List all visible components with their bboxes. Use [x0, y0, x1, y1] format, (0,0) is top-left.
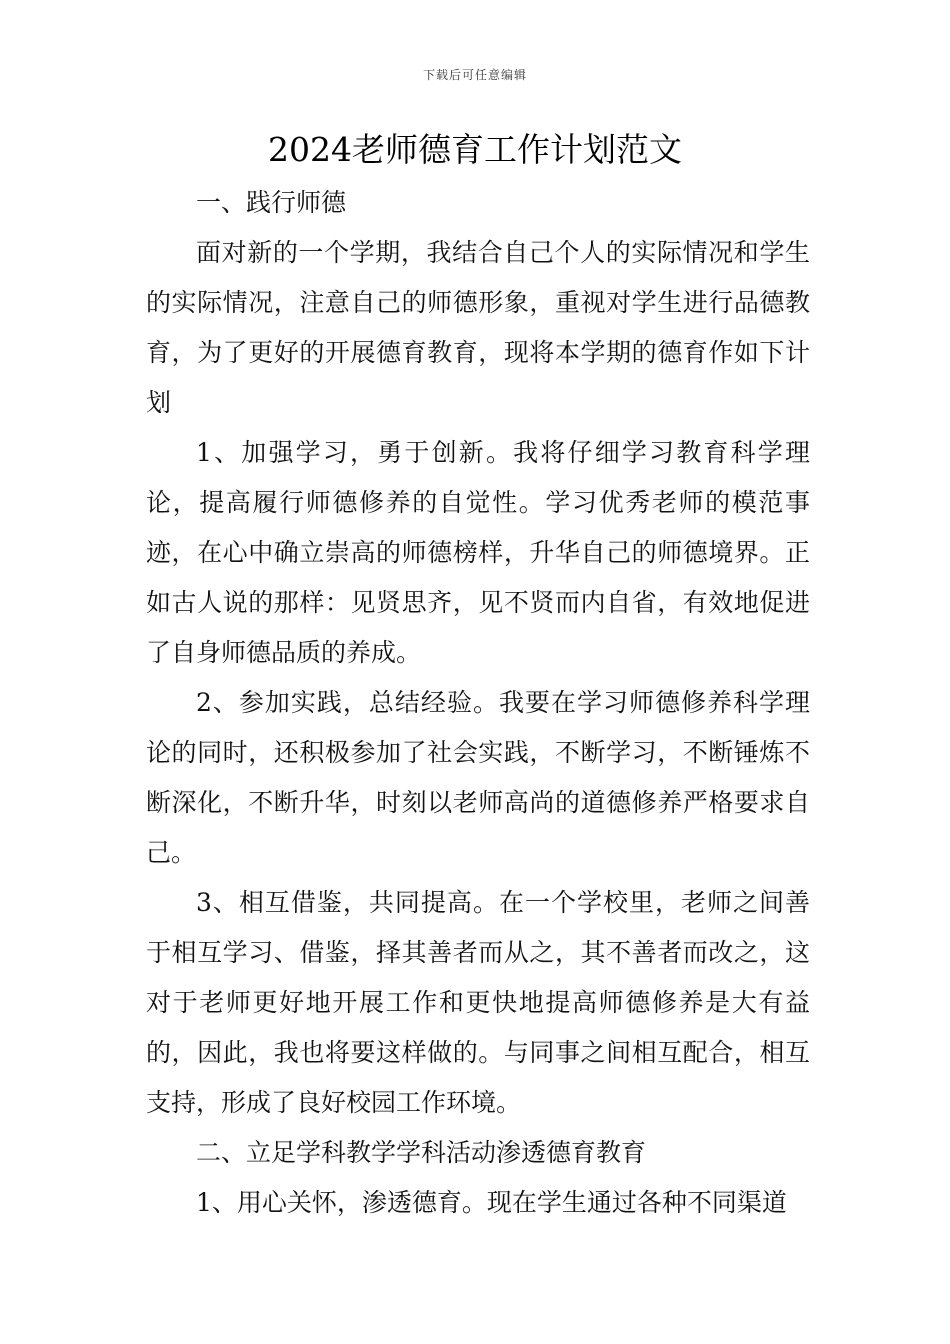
paragraph-item-1: 1、加强学习，勇于创新。我将仔细学习教育科学理论，提高履行师德修养的自觉性。学习优秀老师的模范事迹，在心中确立崇高的师德榜样，升华自己的师德境界。正如古人说的那样：见贤思齐，见不贤而内自省，有效地促进了自身师德品质的养成。	[146, 438, 810, 667]
paragraph-intro: 面对新的一个学期，我结合自己个人的实际情况和学生的实际情况，注意自己的师德形象，重视对学生进行品德教育，为了更好的开展德育教育，现将本学期的德育作如下计划	[146, 238, 810, 417]
section-heading-2: 二、立足学科教学学科活动渗透德育教育	[196, 1138, 647, 1167]
header-note: 下载后可任意编辑	[422, 68, 527, 82]
paragraph-item-2: 2、参加实践，总结经验。我要在学习师德修养科学理论的同时，还积极参加了社会实践，不断学习，不断锤炼不断深化，不断升华，时刻以老师高尚的道德修养严格要求自己。	[146, 688, 810, 867]
document-title: 2024老师德育工作计划范文	[268, 130, 682, 169]
section-heading-1: 一、践行师德	[196, 188, 347, 217]
paragraph-section2-item-1: 1、用心关怀，渗透德育。现在学生通过各种不同渠道	[196, 1188, 787, 1217]
document-body	[146, 178, 810, 1228]
paragraph-item-3: 3、相互借鉴，共同提高。在一个学校里，老师之间善于相互学习、借鉴，择其善者而从之，其不善者而改之，这对于老师更好地开展工作和更快地提高师德修养是大有益的，因此，我也将要这样做的。与同事之间相互配合，相互支持，形成了良好校园工作环境。	[146, 888, 810, 1117]
